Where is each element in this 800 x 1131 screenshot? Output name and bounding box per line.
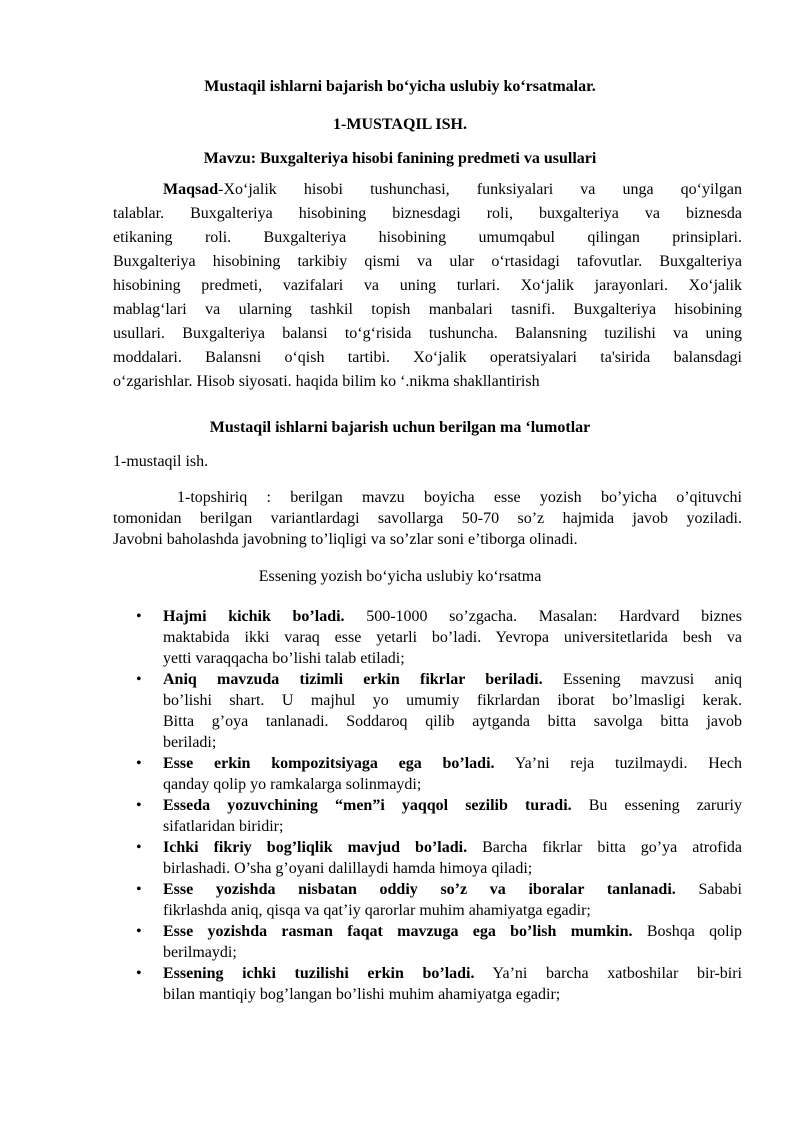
- goal-line: o‘zgarishlar. Hisob siyosati. haqida bilim ko ‘.nikma shakllantirish: [113, 373, 540, 390]
- bullet-icon: •: [136, 923, 142, 940]
- work-label: 1-mustaqil ish.: [113, 453, 209, 470]
- list-item: • Esse yozishda rasman faqat mavzuga ega bo’lish mumkin. Boshqa qolip berilmaydi;: [136, 923, 743, 961]
- bullet-icon: •: [136, 797, 142, 814]
- goal-line: usullari. Buxgalteriya balansi to‘g‘risida tushuncha. Balansning tuzilishi va uning: [113, 325, 742, 342]
- list-item: • Esseda yozuvchining “men”i yaqqol sezilib turadi. Bu essening zaruriy sifatlaridan biridir;: [136, 797, 742, 835]
- document-title: Mustaqil ishlarni bajarish bo‘yicha uslubiy ko‘rsatmalar.: [204, 78, 596, 95]
- goal-line: Maqsad-Xo‘jalik hisobi tushunchasi, funksiyalari va unga qo‘yilgan: [163, 181, 742, 198]
- data-heading: Mustaqil ishlarni bajarish uchun berilgan ma ‘lumotlar: [209, 419, 591, 436]
- goal-paragraph: [113, 178, 742, 394]
- task-line: tomonidan berilgan variantlardagi savollarga 50-70 so’z hajmida javob yoziladi.: [113, 510, 742, 527]
- goal-line: mablag‘lari va ularning tashkil topish manbalari tasnifi. Buxgalteriya hisobining: [113, 301, 742, 318]
- goal-line: hisobining predmeti, vazifalari va uning turlari. Xo‘jalik jarayonlari. Xo‘jalik: [113, 277, 742, 294]
- bullet-icon: •: [136, 671, 142, 688]
- document-subtitle: 1-MUSTAQIL ISH.: [333, 116, 467, 133]
- bullet-icon: •: [136, 608, 142, 625]
- list-item: • Ichki fikriy bog’liqlik mavjud bo’ladi. Barcha fikrlar bitta go’ya atrofida birlashadi. O’sha g’oyani dalillaydi hamda himoya qiladi;: [136, 839, 742, 877]
- goal-line: Buxgalteriya hisobining tarkibiy qismi va ular o‘rtasidagi tafovutlar. Buxgalteriya: [113, 253, 742, 270]
- task-line: 1-topshiriq : berilgan mavzu boyicha esse yozish bo’yicha o’qituvchi: [177, 489, 742, 506]
- essay-heading: Essening yozish bo‘yicha uslubiy ko‘rsatma: [258, 568, 542, 585]
- task-paragraph: [113, 487, 742, 550]
- goal-label: Maqsad: [163, 181, 219, 198]
- task-line: Javobni baholashda javobning to’liqligi va so’zlar soni e’tiborga olinadi.: [113, 531, 578, 548]
- list-item: • Essening ichki tuzilishi erkin bo’ladi. Ya’ni barcha xatboshilar bir-biri bilan mantiqiy bog’langan bo’lishi muhim ahamiyatga egadir;: [136, 965, 742, 1003]
- list-item: • Aniq mavzuda tizimli erkin fikrlar beriladi. Essening mavzusi aniq bo’lishi shart. U majhul yo umumiy fikrlardan iborat bo’lmasligi kerak. Bitta g’oya tanlanadi. Soddaroq qilib aytganda bitta savolga bitta javob beriladi;: [136, 671, 743, 751]
- bullet-icon: •: [136, 965, 142, 982]
- guideline-list: [136, 606, 742, 1005]
- topic-heading: Mavzu: Buxgalteriya hisobi fanining predmeti va usullari: [203, 150, 597, 167]
- list-item: • Hajmi kichik bo’ladi. 500-1000 so’zgacha. Masalan: Hardvard biznes maktabida ikki varaq esse yetarli bo’ladi. Yevropa universitetlarida besh va yetti varaqqacha bo’lishi talab etiladi;: [136, 608, 742, 667]
- bullet-icon: •: [136, 755, 142, 772]
- bullet-icon: •: [136, 881, 142, 898]
- bullet-icon: •: [136, 839, 142, 856]
- goal-line: moddalari. Balansni o‘qish tartibi. Xo‘jalik operatsiyalari ta'sirida balansdagi: [113, 349, 742, 366]
- goal-line: etikaning roli. Buxgalteriya hisobining umumqabul qilingan prinsiplari.: [113, 229, 742, 246]
- list-item: • Esse erkin kompozitsiyaga ega bo’ladi. Ya’ni reja tuzilmaydi. Hech qanday qolip yo ramkalarga solinmaydi;: [136, 755, 742, 793]
- goal-line: talablar. Buxgalteriya hisobining biznesdagi roli, buxgalteriya va biznesda: [113, 205, 742, 222]
- list-item: • Esse yozishda nisbatan oddiy so’z va iboralar tanlanadi. Sababi fikrlashda aniq, qisqa va qat’iy qarorlar muhim ahamiyatga egadir;: [136, 881, 742, 919]
